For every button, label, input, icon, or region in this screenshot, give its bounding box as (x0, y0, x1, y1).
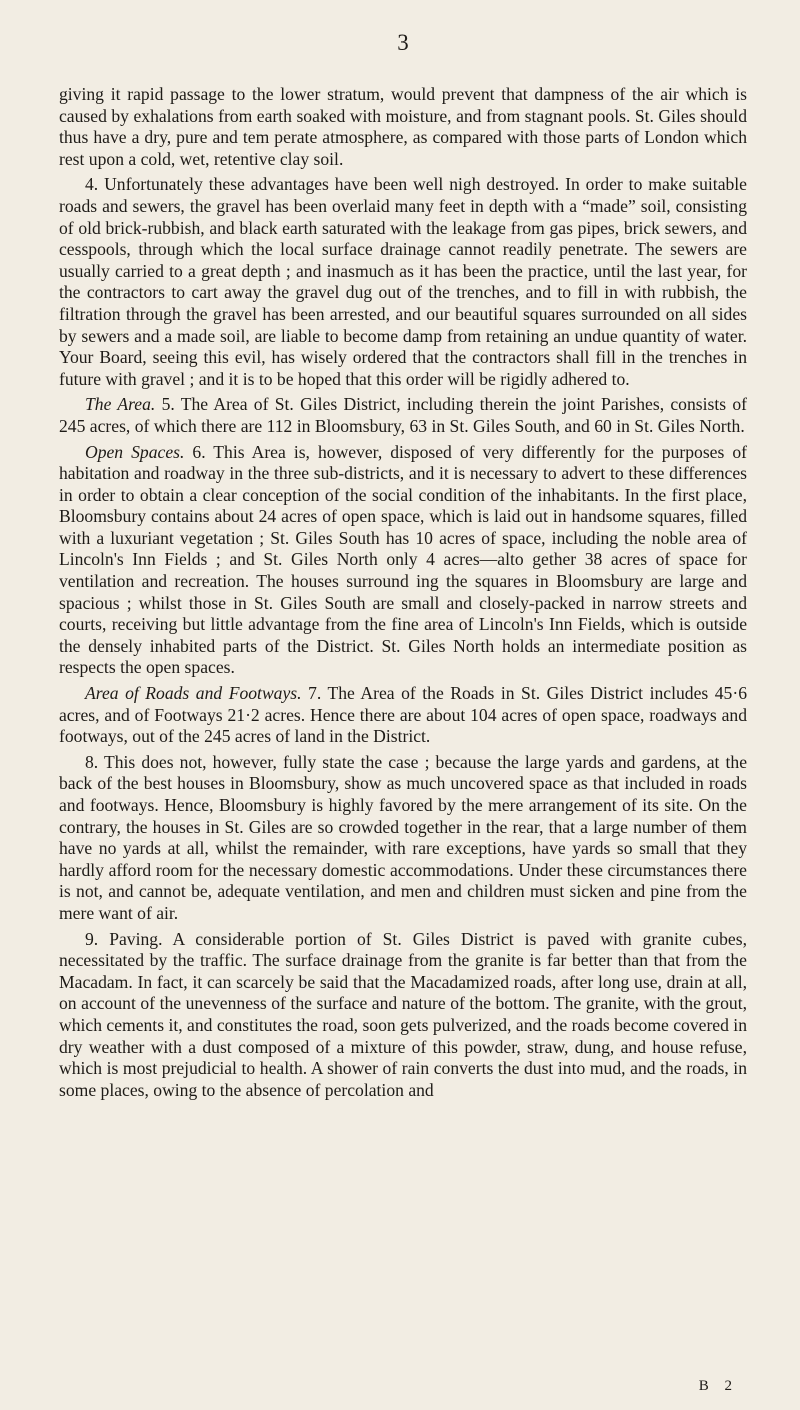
signature-mark: B 2 (698, 1378, 738, 1394)
paragraph-text: 7. The Area of the Roads in St. Giles District includes 45·6 acres, and of Footways 21·2 acres. Hence there are about 104 acres of open space, roadways and footways, out of the 245 acres of land in the District. (59, 683, 748, 747)
paragraph-continuation (59, 84, 747, 170)
paragraph-text: 9. Paving. A considerable portion of St. Giles District is paved with granite cubes, necessitated by the traffic. The surface drainage from the granite is far better than that from the Macadam. In fact, it can scarcely be said that the Macadamized roads, after long use, drain at all, on account of the unevenness of the surface and nature of the bottom. The granite, with the grout, which cements it, and constitutes the road, soon gets pulverized, and the roads become covered in dry weather with a dust composed of a mixture of this powder, straw, dung, and house refuse, which is most prejudicial to health. A shower of rain converts the dust into mud, and the roads, in some places, owing to the absence of percolation and (59, 928, 747, 1100)
paragraph-7-roads-footways (59, 683, 747, 748)
paragraph-5-the-area (59, 394, 747, 437)
paragraph-text: 5. The Area of St. Giles District, including therein the joint Parishes, consists of 245 acres, of which there are 112 in Bloomsbury, 63 in St. Giles South, and 60 in St. Giles North. (59, 394, 747, 436)
paragraph-text: giving it rapid passage to the lower stratum, would prevent that dampness of the air which is caused by exhalations from earth soaked with moisture, and from stagnant pools. St. Giles should thus have a dry, pure and tem perate atmosphere, as compared with those parts of London which rest upon a cold, wet, retentive clay soil. (59, 84, 747, 169)
body-text (59, 84, 747, 1101)
paragraph-text: 4. Unfortunately these advantages have been well nigh destroyed. In order to make suitable roads and sewers, the gravel has been overlaid many feet in depth with a “made” soil, consisting of old brick-rubbish, and black earth saturated with the leakage from gas pipes, brick sewers, and cesspools, through which the local surface drainage cannot readily penetrate. The sewers are usually carried to a great depth ; and inasmuch as it has been the practice, until the last year, for the contractors to cart away the gravel dug out of the trenches, and to fill in with rubbish, the filtration through the gravel has been arrested, and our beautiful squares surrounded on all sides by sewers and a made soil, are liable to become damp from retaining an undue quantity of water. Your Board, seeing this evil, has wisely ordered that the contractors shall fill in the trenches in future with gravel ; and it is to be hoped that this order will be rigidly adhered to. (59, 174, 747, 389)
paragraph-text: 8. This does not, however, fully state the case ; because the large yards and gardens, at the back of the best houses in Bloomsbury, show as much uncovered space as that included in roads and footways. Hence, Bloomsbury is highly favored by the mere arrangement of its site. On the contrary, the houses in St. Giles are so crowded together in the rear, that a large number of them have no yards at all, whilst the remainder, with rare exceptions, have yards so small that they hardly afford room for the necessary domestic accommodations. Under these circumstances there is not, and cannot be, adequate ventilation, and men and children must sicken and pine from the mere want of air. (59, 751, 747, 923)
paragraph-8 (59, 752, 747, 925)
paragraph-4 (59, 174, 747, 390)
side-heading: Open Spaces. (85, 441, 185, 462)
side-heading: The Area. (85, 394, 156, 415)
paragraph-text: 6. This Area is, however, disposed of very differently for the purposes of habitation and roadway in the three sub-districts, and it is necessary to advert to these differences in order to obtain a clear conception of the social condition of the inhabitants. In the first place, Bloomsbury contains about 24 acres of open space, which is laid out in handsome squares, filled with a luxuriant vegetation ; St. Giles South has 10 acres of space, including the noble area of Lincoln's Inn Fields ; and St. Giles North only 4 acres—alto gether 38 acres of space for ventilation and recreation. The houses surround ing the squares in Bloomsbury are large and spacious ; whilst those in St. Giles South are small and closely-packed in narrow streets and courts, receiving but little advantage from the fine area of Lincoln's Inn Fields, which is outside the densely inhabited parts of the District. St. Giles North holds an intermediate position as respects the open spaces. (59, 441, 748, 678)
paragraph-9-paving (59, 929, 747, 1102)
page-number: 3 (397, 30, 409, 55)
side-heading: Area of Roads and Footways. (85, 683, 302, 704)
paragraph-6-open-spaces (59, 442, 747, 680)
